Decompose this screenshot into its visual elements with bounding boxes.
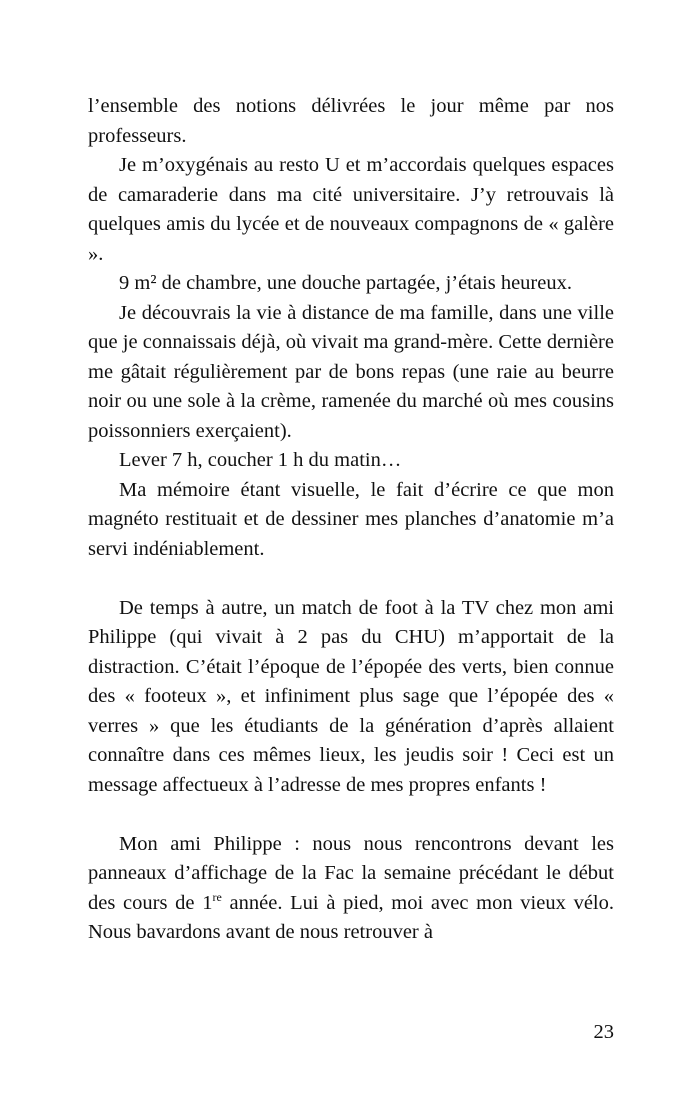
paragraph-football: De temps à autre, un match de foot à la TV chez mon ami Philippe (qui vivait à 2 pas du CHU) m’apportait de la distraction. C’était l’époque de l’épopée des verts, bien connue des « footeux », et infiniment plus sage que l’épopée des « verres » que les étudiants de la génération d’après allaient connaître dans ces mêmes lieux, les jeudis soir ! Ceci est un message affectueux à l’adresse de mes propres enfants ! <box>88 596 614 796</box>
paragraph-gap <box>88 800 614 830</box>
page-number: 23 <box>593 1021 614 1043</box>
paragraph-philippe <box>88 830 614 948</box>
paragraph-memoire: Ma mémoire étant visuelle, le fait d’écrire ce que mon magnéto restituait et de dessiner mes planches d’anatomie m’a servi indéniablement. <box>88 478 614 560</box>
paragraph-continuation: l’ensemble des notions délivrées le jour même par nos professeurs. <box>88 95 614 147</box>
paragraph-horaires: Lever 7 h, coucher 1 h du matin… <box>119 449 402 471</box>
ordinal-superscript: re <box>212 889 222 904</box>
paragraph-chambre: 9 m² de chambre, une douche partagée, j’étais heureux. <box>119 272 572 294</box>
page-body <box>88 92 614 948</box>
paragraph-resto-u: Je m’oxygénais au resto U et m’accordais quelques espaces de camaraderie dans ma cité universitaire. J’y retrouvais là quelques amis du lycée et de nouveaux compagnons de « galère ». <box>88 154 614 265</box>
paragraph-famille: Je découvrais la vie à distance de ma famille, dans une ville que je connaissais déjà, où vivait ma grand-mère. Cette dernière me gâtait régulièrement par de bons repas (une raie au beurre noir ou une sole à la crème, ramenée du marché où mes cousins poissonniers exerçaient). <box>88 301 614 442</box>
paragraph-gap <box>88 564 614 594</box>
paragraph-philippe-end: année. Lui à pied, moi avec mon vieux vélo. Nous bavardons avant de nous retrouver à <box>88 891 614 943</box>
paragraph-philippe-start: Mon ami Philippe : nous nous rencontrons devant les panneaux d’affichage de la Fac la semaine précédant le début des cours de 1 <box>88 832 614 914</box>
